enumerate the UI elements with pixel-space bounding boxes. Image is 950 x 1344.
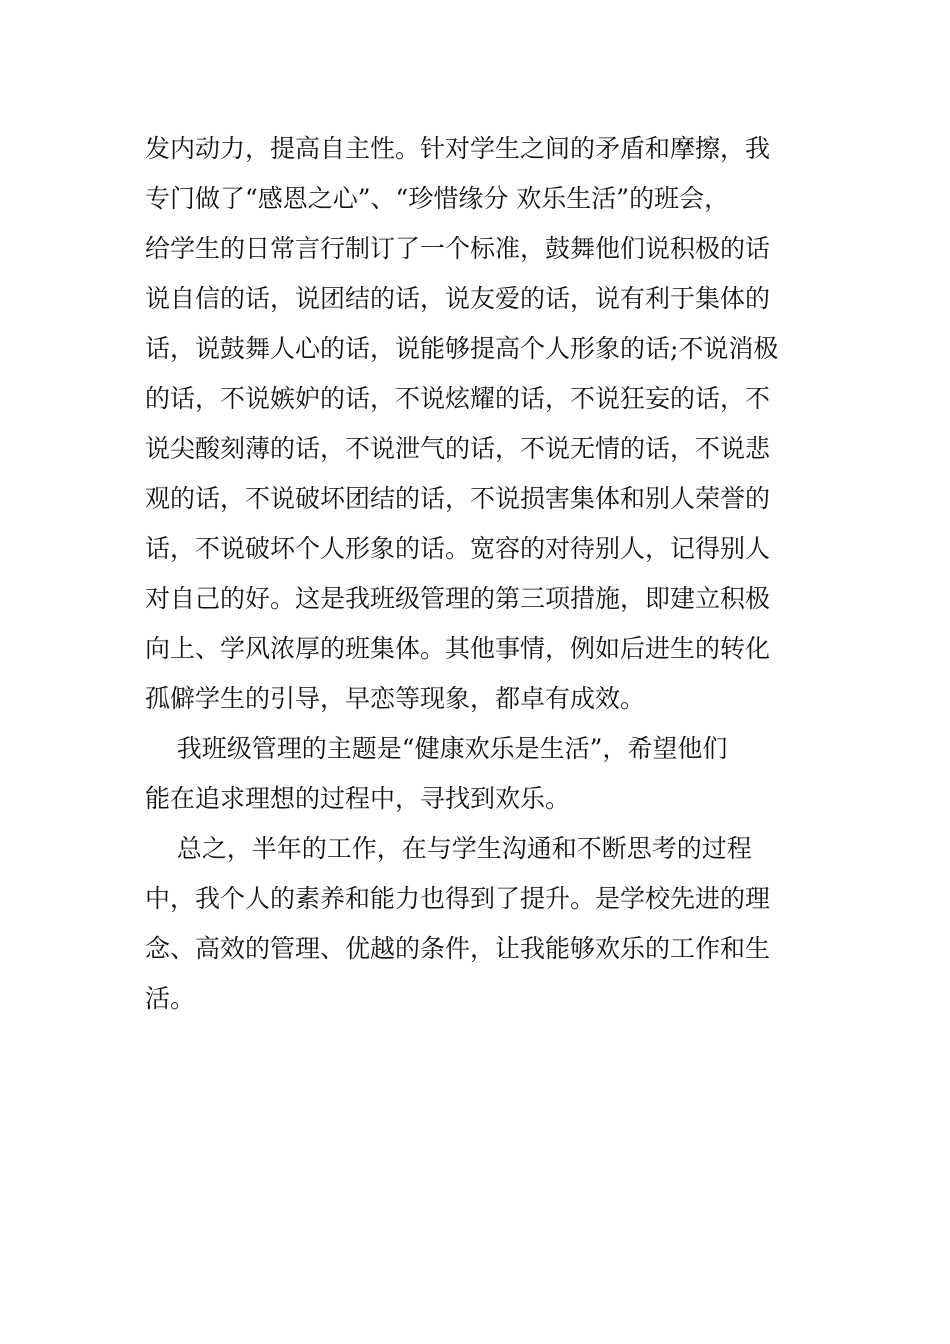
- text-line: 向上、学风浓厚的班集体。其他事情，例如后进生的转化: [145, 634, 771, 663]
- text-line: 话，说鼓舞人心的话，说能够提高个人形象的话;不说消极: [145, 334, 779, 363]
- text-line: 对自己的好。这是我班级管理的第三项措施，即建立积极: [145, 584, 771, 613]
- text-line: 给学生的日常言行制订了一个标准，鼓舞他们说积极的话: [145, 234, 771, 263]
- body-text: [145, 124, 810, 1024]
- text-line: 专门做了“感恩之心”、“珍惜缘分 欢乐生活”的班会，: [145, 184, 730, 213]
- text-line: 我班级管理的主题是“健康欢乐是生活”，希望他们: [145, 734, 728, 763]
- text-line: 发内动力，提高自主性。针对学生之间的矛盾和摩擦，我: [145, 134, 771, 163]
- text-line: 话，不说破坏个人形象的话。宽容的对待别人，记得别人: [145, 534, 771, 563]
- text-line: 的话，不说嫉妒的话，不说炫耀的话，不说狂妄的话，不: [145, 384, 771, 413]
- text-line: 念、高效的管理、优越的条件，让我能够欢乐的工作和生: [145, 934, 771, 963]
- text-line: 能在追求理想的过程中，寻找到欢乐。: [145, 784, 571, 813]
- text-line: 观的话，不说破坏团结的话，不说损害集体和别人荣誉的: [145, 484, 771, 513]
- text-line: 总之，半年的工作，在与学生沟通和不断思考的过程: [145, 834, 752, 863]
- text-line: 活。: [145, 984, 196, 1013]
- text-line: 说尖酸刻薄的话，不说泄气的话，不说无情的话，不说悲: [145, 434, 771, 463]
- text-line: 中，我个人的素养和能力也得到了提升。是学校先进的理: [145, 884, 771, 913]
- text-line: 孤僻学生的引导，早恋等现象，都卓有成效。: [145, 684, 646, 713]
- text-line: 说自信的话，说团结的话，说友爱的话，说有利于集体的: [145, 284, 771, 313]
